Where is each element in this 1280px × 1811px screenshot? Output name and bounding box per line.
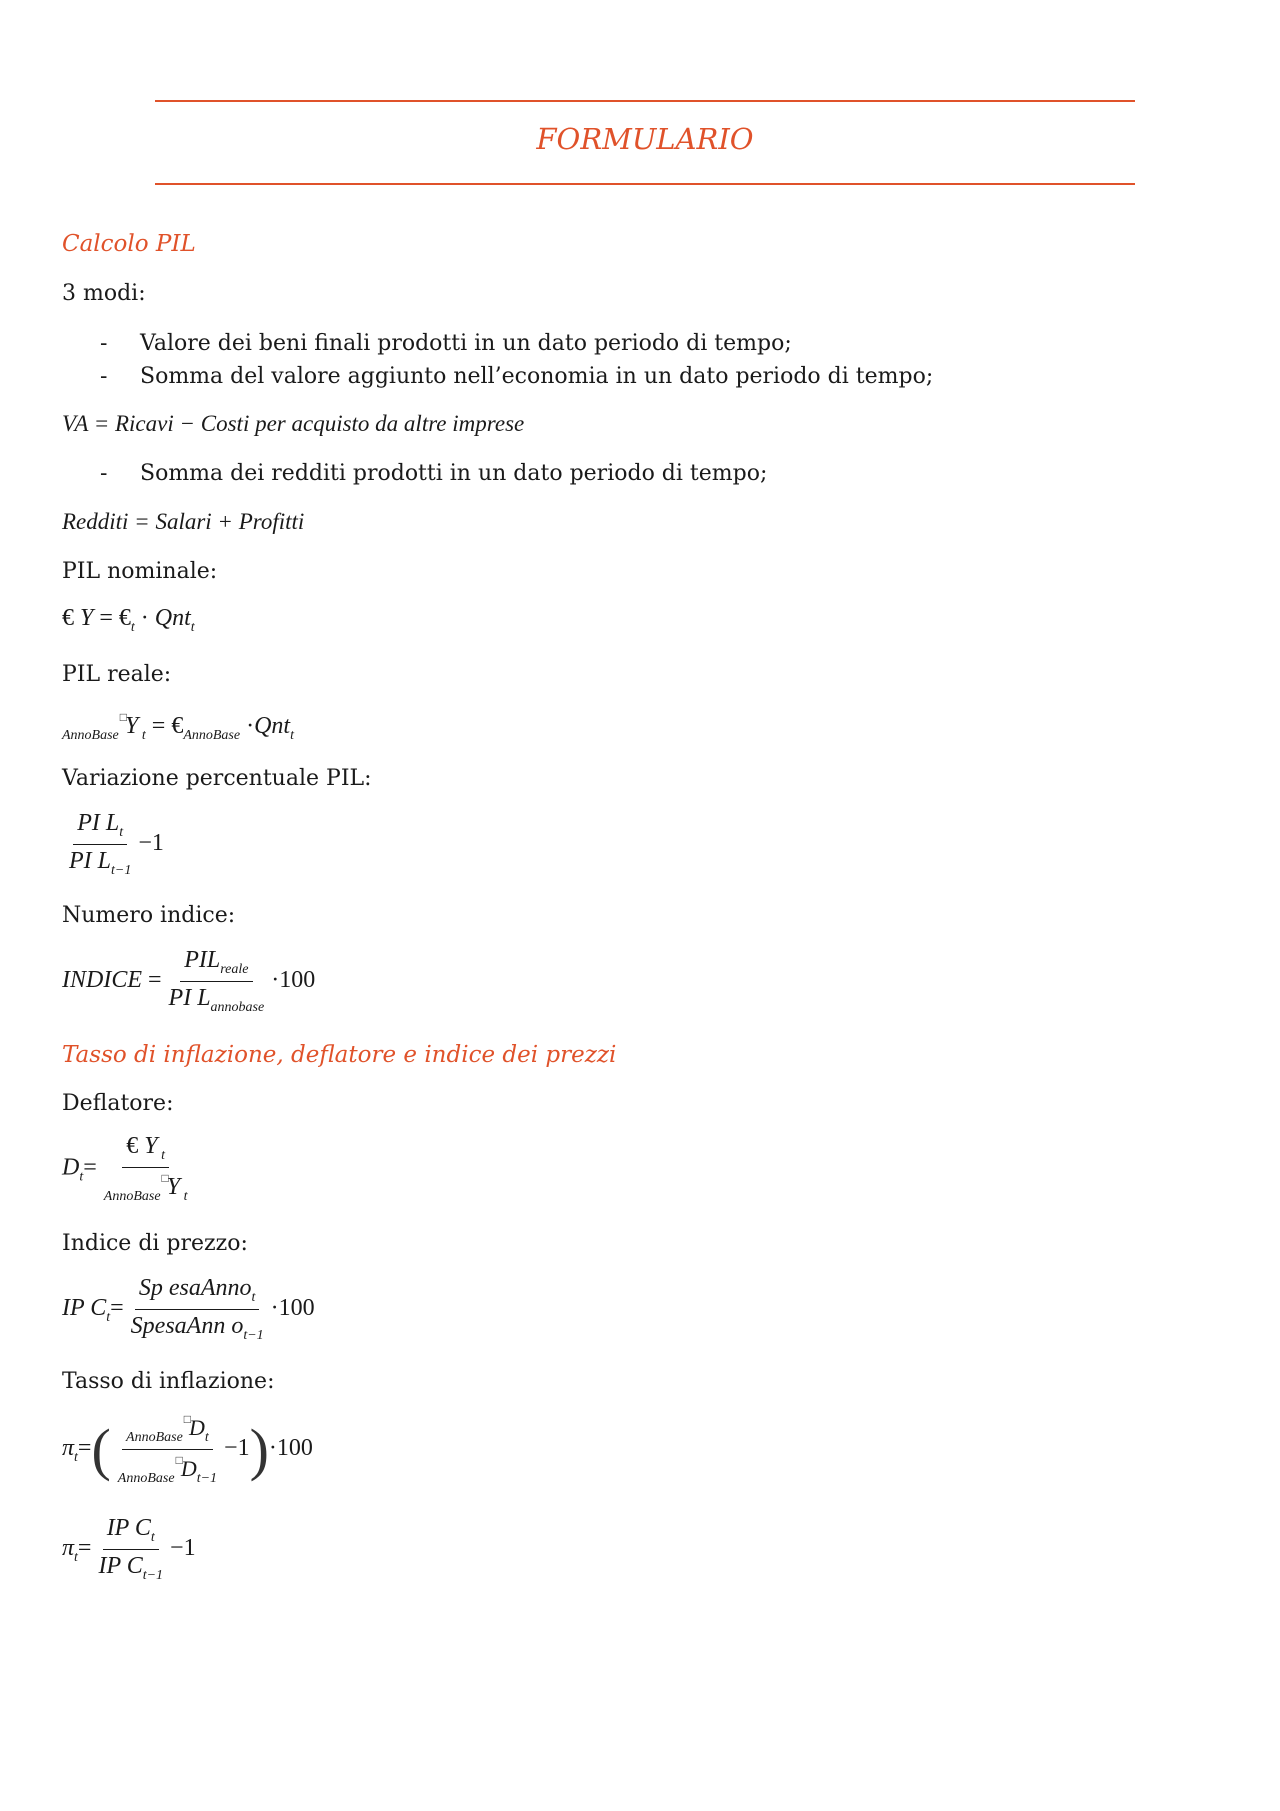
formula-variazione-pil: $\frac{PI L_t}{PI L_{t-1}}$ −1	[69, 810, 164, 878]
list-item	[100, 331, 792, 356]
formula-indice-prezzo: IP $C_t=$ $\frac{Sp esaAnno_t}{SpesaAnn o_{t-1}}$ ·100	[62, 1275, 315, 1343]
pil-reale-label: PIL reale:	[62, 662, 172, 687]
bullet-marker: -	[100, 364, 108, 389]
formula-redditi: Redditi = Salari + Profitti	[62, 509, 305, 534]
intro-text: 3 modi:	[62, 281, 146, 306]
formula-tasso-inflazione-deflatore: $\pi_t=$( $\frac{_{AnnoBase}^□D_t}{_{AnnoBase}^□D_{t-1}}$ −1)·100	[62, 1412, 313, 1486]
title-bottom-rule	[155, 183, 1135, 185]
formula-numero-indice: INDICE = $\frac{PIL_{reale}}{PI L_{annobase}}$ ·100	[62, 947, 316, 1015]
formula-pil-reale: $_{AnnoBase}$□Y $_t = €_{AnnoBase} \cdot Qnt_t$	[62, 710, 294, 743]
deflatore-label: Deflatore:	[62, 1091, 174, 1116]
formula-tasso-inflazione-ipc: $\pi_t=$ $\frac{IP C_t}{IP C_{t-1}}$ −1	[62, 1515, 196, 1583]
variazione-label: Variazione percentuale PIL:	[62, 766, 372, 791]
title-top-rule	[155, 100, 1135, 102]
formula-pil-nominale: € $Y = €_t \cdot Qnt_t$	[62, 605, 195, 635]
bullet-marker: -	[100, 331, 108, 356]
list-item-text: Somma dei redditi prodotti in un dato periodo di tempo;	[140, 461, 768, 486]
list-item	[100, 364, 933, 389]
tasso-inflazione-label: Tasso di inflazione:	[62, 1369, 275, 1394]
list-item	[100, 461, 767, 486]
bullet-marker: -	[100, 461, 108, 486]
document-title: FORMULARIO	[536, 122, 754, 156]
section-heading-pil: Calcolo PIL	[62, 231, 196, 257]
numero-indice-label: Numero indice:	[62, 903, 236, 928]
list-item-text: Somma del valore aggiunto nell’economia in un dato periodo di tempo;	[140, 364, 934, 389]
formula-valore-aggiunto: VA = Ricavi − Costi per acquisto da altre imprese	[62, 411, 525, 436]
indice-prezzo-label: Indice di prezzo:	[62, 1231, 248, 1256]
section-heading-inflazione: Tasso di inflazione, deflatore e indice dei prezzi	[62, 1042, 617, 1068]
list-item-text: Valore dei beni finali prodotti in un dato periodo di tempo;	[140, 331, 792, 356]
pil-nominale-label: PIL nominale:	[62, 559, 218, 584]
formula-deflatore: $D_t=$ $\frac{€ Y _t}{_{AnnoBase}^□Y _t}$	[62, 1133, 188, 1204]
